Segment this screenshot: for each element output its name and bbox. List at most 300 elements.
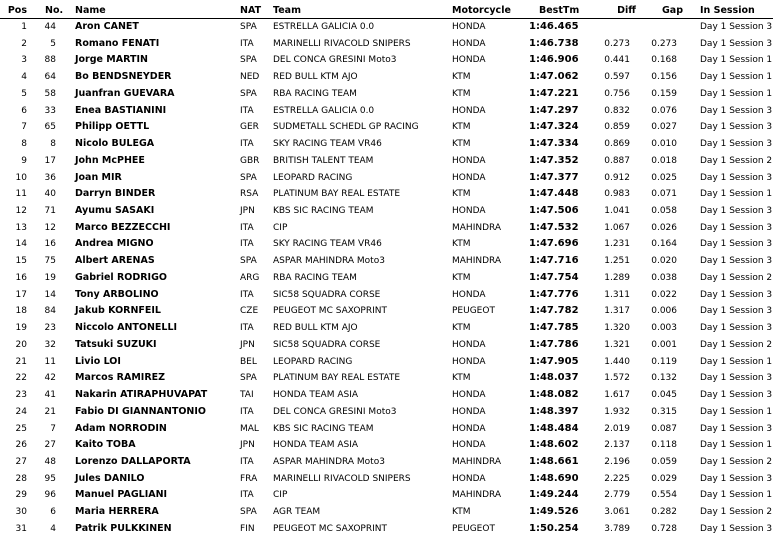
rider-name: Manuel PAGLIANI (75, 489, 168, 501)
rider-name: Andrea MIGNO (75, 238, 154, 250)
table-header (0, 2, 773, 18)
rider-name: Nakarin ATIRAPHUVAPAT (75, 389, 208, 401)
table-row (0, 36, 773, 52)
row-best-time: 1:48.397 (529, 405, 579, 417)
row-team: ASPAR MAHINDRA Moto3 (273, 456, 385, 467)
row-diff: 2.137 (604, 440, 630, 451)
row-number: 8 (50, 139, 56, 150)
row-motorcycle: KTM (452, 323, 471, 334)
header-motorcycle: Motorcycle (452, 5, 511, 16)
row-best-time: 1:47.776 (529, 288, 579, 300)
row-session: Day 1 Session 3 (700, 105, 773, 116)
row-pos: 15 (15, 256, 27, 267)
table-row (0, 354, 773, 370)
row-number: 58 (44, 88, 56, 99)
row-nat: SPA (240, 507, 257, 518)
row-motorcycle: HONDA (452, 206, 486, 217)
row-session: Day 1 Session 1 (700, 490, 773, 501)
row-gap: 0.022 (651, 289, 677, 300)
row-team: RBA RACING TEAM (273, 272, 357, 283)
row-best-time: 1:47.754 (529, 271, 579, 283)
row-motorcycle: MAHINDRA (452, 456, 502, 467)
row-team: RED BULL KTM AJO (273, 323, 358, 334)
row-nat: JPN (240, 339, 255, 350)
row-number: 17 (44, 155, 56, 166)
row-gap: 0.058 (651, 206, 677, 217)
row-pos: 19 (15, 323, 27, 334)
row-number: 4 (50, 523, 56, 534)
row-best-time: 1:46.738 (529, 37, 579, 49)
rider-name: Romano FENATI (75, 37, 160, 49)
row-best-time: 1:47.716 (529, 255, 579, 267)
row-pos: 29 (15, 490, 27, 501)
table-row (0, 86, 773, 102)
table-row (0, 504, 773, 520)
row-motorcycle: HONDA (452, 172, 486, 183)
row-team: AGR TEAM (273, 507, 321, 518)
row-pos: 1 (21, 22, 27, 32)
row-gap: 0.087 (651, 423, 677, 434)
row-best-time: 1:47.532 (529, 221, 579, 233)
row-nat: CZE (240, 306, 259, 317)
row-diff: 1.041 (604, 206, 630, 217)
row-motorcycle: HONDA (452, 356, 486, 367)
row-motorcycle: HONDA (452, 473, 486, 484)
row-best-time: 1:47.334 (529, 138, 579, 150)
row-gap: 0.059 (651, 456, 677, 467)
row-number: 27 (44, 440, 56, 451)
row-nat: JPN (240, 206, 255, 217)
row-best-time: 1:47.062 (529, 71, 579, 83)
row-number: 95 (44, 473, 56, 484)
row-session: Day 1 Session 1 (700, 55, 773, 66)
row-best-time: 1:50.254 (529, 522, 579, 534)
row-number: 7 (50, 423, 56, 434)
row-pos: 30 (15, 507, 27, 518)
row-motorcycle: PEUGEOT (452, 306, 495, 317)
row-number: 23 (44, 323, 56, 334)
row-gap: 0.282 (651, 507, 677, 518)
row-pos: 11 (15, 189, 27, 200)
row-diff: 1.440 (604, 356, 630, 367)
row-team: BRITISH TALENT TEAM (273, 155, 374, 166)
row-diff: 2.225 (604, 473, 630, 484)
rider-name: Marco BEZZECCHI (75, 221, 171, 233)
row-nat: NED (240, 72, 260, 83)
row-team: HONDA TEAM ASIA (273, 390, 359, 401)
row-nat: ITA (240, 239, 254, 250)
row-number: 64 (44, 72, 56, 83)
row-nat: BEL (240, 356, 257, 367)
row-team: ASPAR MAHINDRA Moto3 (273, 256, 385, 267)
rider-name: Jakub KORNFEIL (75, 305, 161, 317)
row-session: Day 1 Session 3 (700, 256, 773, 267)
row-diff: 1.320 (604, 323, 630, 334)
row-diff: 0.983 (604, 189, 630, 200)
row-gap: 0.132 (651, 373, 677, 384)
rider-name: John McPHEE (75, 154, 145, 166)
row-team: ESTRELLA GALICIA 0.0 (273, 22, 375, 32)
row-pos: 28 (15, 473, 27, 484)
rider-name: Fabio DI GIANNANTONIO (75, 405, 206, 417)
row-pos: 14 (15, 239, 27, 250)
table-row (0, 404, 773, 420)
row-pos: 24 (15, 406, 27, 417)
row-gap: 0.018 (651, 155, 677, 166)
table-row (0, 471, 773, 487)
row-session: Day 1 Session 2 (700, 507, 773, 518)
rider-name: Adam NORRODIN (75, 422, 167, 434)
row-session: Day 1 Session 3 (700, 239, 773, 250)
rider-name: Niccolo ANTONELLI (75, 322, 178, 334)
row-motorcycle: MAHINDRA (452, 490, 502, 501)
rider-name: Nicolo BULEGA (75, 138, 155, 150)
row-motorcycle: KTM (452, 139, 471, 150)
row-team: HONDA TEAM ASIA (273, 440, 359, 451)
row-number: 42 (44, 373, 56, 384)
row-best-time: 1:48.661 (529, 455, 579, 467)
row-pos: 17 (15, 289, 27, 300)
table-row (0, 287, 773, 303)
table-row (0, 69, 773, 85)
row-motorcycle: HONDA (452, 105, 486, 116)
row-gap: 0.001 (651, 339, 677, 350)
row-diff: 0.756 (604, 88, 630, 99)
row-diff: 2.196 (604, 456, 630, 467)
row-diff: 1.311 (604, 289, 630, 300)
table-row (0, 521, 773, 537)
row-team: RED BULL KTM AJO (273, 72, 358, 83)
row-session: Day 1 Session 3 (700, 323, 773, 334)
row-diff: 0.912 (604, 172, 630, 183)
row-gap: 0.025 (651, 172, 677, 183)
row-number: 88 (44, 55, 56, 66)
row-motorcycle: MAHINDRA (452, 256, 502, 267)
table-row (0, 337, 773, 353)
row-team: MARINELLI RIVACOLD SNIPERS (273, 473, 411, 484)
table-row (0, 454, 773, 470)
row-team: MARINELLI RIVACOLD SNIPERS (273, 38, 411, 49)
table-row (0, 437, 773, 453)
row-diff: 1.572 (604, 373, 630, 384)
row-pos: 22 (15, 373, 27, 384)
row-session: Day 1 Session 2 (700, 272, 773, 283)
row-nat: SPA (240, 55, 257, 66)
table-row (0, 303, 773, 319)
row-motorcycle: KTM (452, 272, 471, 283)
row-session: Day 1 Session 1 (700, 440, 773, 451)
row-number: 84 (44, 306, 56, 317)
row-best-time: 1:47.297 (529, 104, 579, 116)
row-number: 65 (44, 122, 56, 133)
row-team: CIP (273, 490, 288, 501)
table-row (0, 19, 773, 35)
row-session: Day 1 Session 1 (700, 189, 773, 200)
row-team: RBA RACING TEAM (273, 88, 357, 99)
row-best-time: 1:47.905 (529, 355, 579, 367)
row-pos: 23 (15, 390, 27, 401)
row-pos: 2 (21, 38, 27, 49)
row-session: Day 1 Session 3 (700, 473, 773, 484)
row-gap: 0.159 (651, 88, 677, 99)
row-diff: 1.321 (604, 339, 630, 350)
row-team: ESTRELLA GALICIA 0.0 (273, 105, 375, 116)
row-pos: 6 (21, 105, 27, 116)
row-team: SIC58 SQUADRA CORSE (273, 289, 381, 300)
row-motorcycle: HONDA (452, 423, 486, 434)
row-number: 40 (44, 189, 56, 200)
row-pos: 10 (15, 172, 27, 183)
row-nat: FIN (240, 523, 255, 534)
row-number: 12 (44, 222, 56, 233)
row-gap: 0.020 (651, 256, 677, 267)
table-row (0, 119, 773, 135)
row-best-time: 1:48.082 (529, 389, 579, 401)
row-diff: 2.019 (604, 423, 630, 434)
row-number: 14 (44, 289, 56, 300)
row-team: DEL CONCA GRESINI Moto3 (273, 406, 397, 417)
table-row (0, 170, 773, 186)
row-diff: 1.617 (604, 390, 630, 401)
row-best-time: 1:48.602 (529, 439, 579, 451)
rider-name: Juanfran GUEVARA (75, 87, 175, 99)
row-pos: 5 (21, 88, 27, 99)
row-best-time: 1:47.786 (529, 338, 579, 350)
row-diff: 1.932 (604, 406, 630, 417)
rider-name: Marcos RAMIREZ (75, 372, 166, 384)
row-motorcycle: KTM (452, 88, 471, 99)
row-session: Day 1 Session 3 (700, 373, 773, 384)
row-team: PEUGEOT MC SAXOPRINT (273, 306, 387, 317)
row-pos: 7 (21, 122, 27, 133)
row-pos: 13 (15, 222, 27, 233)
rider-name: Joan MIR (75, 171, 122, 183)
row-nat: ITA (240, 323, 254, 334)
row-motorcycle: HONDA (452, 289, 486, 300)
row-gap: 0.006 (651, 306, 677, 317)
row-pos: 18 (15, 306, 27, 317)
row-gap: 0.045 (651, 390, 677, 401)
row-nat: TAI (240, 390, 254, 401)
table-row (0, 236, 773, 252)
row-team: LEOPARD RACING (273, 172, 353, 183)
row-diff: 0.441 (604, 55, 630, 66)
row-diff: 0.869 (604, 139, 630, 150)
row-motorcycle: HONDA (452, 390, 486, 401)
row-number: 75 (44, 256, 56, 267)
row-session: Day 1 Session 3 (700, 22, 773, 32)
row-session: Day 1 Session 1 (700, 72, 773, 83)
rider-name: Enea BASTIANINI (75, 104, 167, 116)
row-nat: ITA (240, 105, 254, 116)
rider-name: Tony ARBOLINO (75, 288, 159, 300)
row-best-time: 1:47.696 (529, 238, 579, 250)
row-session: Day 1 Session 3 (700, 423, 773, 434)
row-number: 19 (44, 272, 56, 283)
row-nat: SPA (240, 88, 257, 99)
row-nat: ITA (240, 490, 254, 501)
row-team: SKY RACING TEAM VR46 (273, 239, 382, 250)
row-gap: 0.554 (651, 490, 677, 501)
row-nat: ITA (240, 406, 254, 417)
row-gap: 0.273 (651, 38, 677, 49)
row-pos: 12 (15, 206, 27, 217)
table-row (0, 153, 773, 169)
row-best-time: 1:48.037 (529, 372, 579, 384)
row-session: Day 1 Session 3 (700, 306, 773, 317)
header-name: Name (75, 5, 106, 16)
row-nat: ITA (240, 456, 254, 467)
row-session: Day 1 Session 1 (700, 356, 773, 367)
row-nat: GBR (240, 155, 260, 166)
row-session: Day 1 Session 3 (700, 523, 773, 534)
row-team: CIP (273, 222, 288, 233)
row-session: Day 1 Session 3 (700, 289, 773, 300)
rider-name: Gabriel RODRIGO (75, 271, 167, 283)
header-pos: Pos (7, 5, 27, 16)
row-motorcycle: HONDA (452, 55, 486, 66)
row-team: PLATINUM BAY REAL ESTATE (273, 373, 401, 384)
row-gap: 0.010 (651, 139, 677, 150)
row-motorcycle: KTM (452, 72, 471, 83)
row-number: 21 (44, 406, 56, 417)
table-row (0, 370, 773, 386)
row-best-time: 1:47.506 (529, 205, 579, 217)
row-motorcycle: HONDA (452, 38, 486, 49)
row-team: SKY RACING TEAM VR46 (273, 139, 382, 150)
row-motorcycle: KTM (452, 122, 471, 133)
row-session: Day 1 Session 2 (700, 339, 773, 350)
row-best-time: 1:47.324 (529, 121, 579, 133)
row-pos: 4 (21, 72, 27, 83)
row-gap: 0.119 (651, 356, 677, 367)
row-number: 44 (44, 22, 56, 32)
row-nat: SPA (240, 172, 257, 183)
row-motorcycle: HONDA (452, 440, 486, 451)
row-pos: 21 (15, 356, 27, 367)
table-row (0, 421, 773, 437)
row-gap: 0.027 (651, 122, 677, 133)
row-number: 5 (50, 38, 56, 49)
row-session: Day 1 Session 2 (700, 155, 773, 166)
row-gap: 0.026 (651, 222, 677, 233)
table-row (0, 270, 773, 286)
header-no: No. (45, 5, 64, 16)
row-number: 33 (44, 105, 56, 116)
row-nat: ITA (240, 222, 254, 233)
rider-name: Jules DANILO (75, 472, 145, 484)
row-team: SIC58 SQUADRA CORSE (273, 339, 381, 350)
rider-name: Livio LOI (75, 355, 121, 367)
row-number: 11 (44, 356, 56, 367)
row-diff: 3.789 (604, 523, 630, 534)
row-diff: 0.887 (604, 155, 630, 166)
row-number: 48 (44, 456, 56, 467)
row-diff: 1.231 (604, 239, 630, 250)
row-best-time: 1:48.690 (529, 472, 579, 484)
row-session: Day 1 Session 1 (700, 88, 773, 99)
rider-name: Jorge MARTIN (75, 54, 148, 66)
row-session: Day 1 Session 1 (700, 406, 773, 417)
row-session: Day 1 Session 3 (700, 390, 773, 401)
rider-name: Lorenzo DALLAPORTA (75, 455, 191, 467)
row-diff: 1.251 (604, 256, 630, 267)
row-best-time: 1:49.526 (529, 506, 579, 518)
row-gap: 0.164 (651, 239, 677, 250)
row-gap: 0.003 (651, 323, 677, 334)
row-motorcycle: HONDA (452, 22, 486, 32)
table-row (0, 220, 773, 236)
row-session: Day 1 Session 3 (700, 206, 773, 217)
row-gap: 0.071 (651, 189, 677, 200)
rider-name: Tatsuki SUZUKI (75, 338, 157, 350)
row-number: 41 (44, 390, 56, 401)
row-team: PEUGEOT MC SAXOPRINT (273, 523, 387, 534)
row-number: 16 (44, 239, 56, 250)
row-gap: 0.029 (651, 473, 677, 484)
row-motorcycle: KTM (452, 507, 471, 518)
header-diff: Diff (617, 5, 636, 16)
row-diff: 0.832 (604, 105, 630, 116)
rider-name: Aron CANET (75, 21, 139, 32)
row-nat: RSA (240, 189, 259, 200)
row-best-time: 1:49.244 (529, 489, 579, 501)
row-gap: 0.168 (651, 55, 677, 66)
table-row (0, 320, 773, 336)
row-motorcycle: KTM (452, 189, 471, 200)
header-nat: NAT (240, 5, 262, 16)
row-best-time: 1:48.484 (529, 422, 579, 434)
row-gap: 0.156 (651, 72, 677, 83)
rider-name: Philipp OETTL (75, 121, 150, 133)
row-best-time: 1:46.906 (529, 54, 579, 66)
rider-name: Kaito TOBA (75, 439, 136, 451)
row-session: Day 1 Session 3 (700, 122, 773, 133)
row-best-time: 1:47.448 (529, 188, 579, 200)
row-motorcycle: KTM (452, 373, 471, 384)
row-number: 96 (44, 490, 56, 501)
table-row (0, 186, 773, 202)
row-best-time: 1:47.221 (529, 87, 579, 99)
header-team: Team (273, 5, 301, 16)
row-team: KBS SIC RACING TEAM (273, 206, 374, 217)
row-session: Day 1 Session 3 (700, 222, 773, 233)
row-pos: 25 (15, 423, 27, 434)
row-motorcycle: KTM (452, 239, 471, 250)
row-gap: 0.728 (651, 523, 677, 534)
row-team: KBS SIC RACING TEAM (273, 423, 374, 434)
header-gap: Gap (661, 5, 683, 16)
row-pos: 26 (15, 440, 27, 451)
row-nat: SPA (240, 373, 257, 384)
row-nat: SPA (240, 22, 257, 32)
rider-name: Albert ARENAS (75, 255, 155, 267)
row-team: LEOPARD RACING (273, 356, 353, 367)
row-diff: 0.859 (604, 122, 630, 133)
row-pos: 3 (21, 55, 27, 66)
row-pos: 9 (21, 155, 27, 166)
row-diff: 1.289 (604, 272, 630, 283)
row-best-time: 1:46.465 (529, 21, 579, 32)
row-gap: 0.118 (651, 440, 677, 451)
row-motorcycle: HONDA (452, 155, 486, 166)
row-number: 71 (44, 206, 56, 217)
row-nat: ITA (240, 139, 254, 150)
row-team: PLATINUM BAY REAL ESTATE (273, 189, 401, 200)
table-row (0, 253, 773, 269)
row-gap: 0.038 (651, 272, 677, 283)
row-best-time: 1:47.782 (529, 305, 579, 317)
